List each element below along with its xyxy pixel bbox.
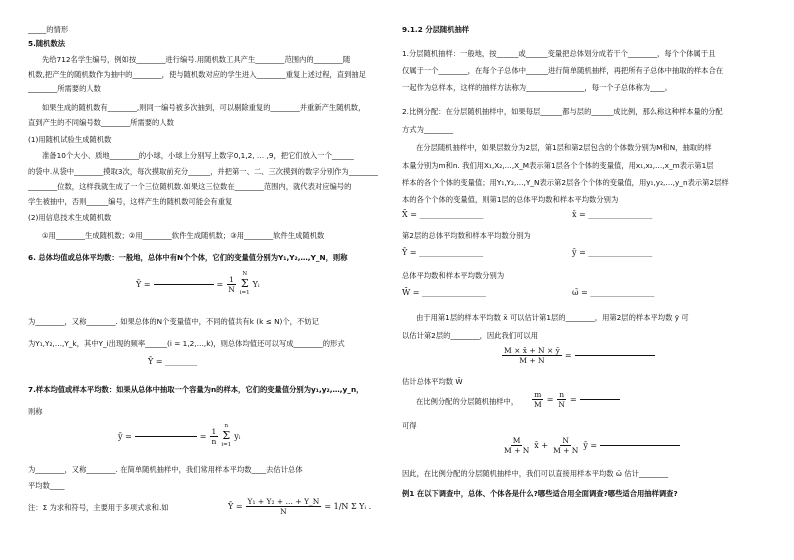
formula-ratio bbox=[532, 390, 620, 409]
text-line: 因此，在比例分配的分层随机抽样中，我们可以直接用样本平均数 ω̄ 估计________ bbox=[402, 469, 669, 478]
note-line: 注：Σ 为求和符号，主要用于多项式求和.如 bbox=[28, 503, 169, 512]
text-line: 在比例分配的分层随机抽样中， bbox=[416, 397, 519, 406]
text-line: 一起作为总样本，这样的抽样方法称为________________，每一个子总体称为____。 bbox=[402, 83, 672, 92]
formula-rhs: = 1/N Σ Yᵢ . bbox=[324, 502, 372, 511]
formula-text: Ȳ = ________________ bbox=[402, 248, 484, 257]
formula-note-example bbox=[228, 497, 371, 516]
section-heading: 5.随机数法 bbox=[28, 39, 66, 48]
denominator: M bbox=[534, 400, 542, 409]
text-line: 由于用第1层的样本平均数 x̄ 可以估计第1层的________，用第2层的样本平均数 ȳ 可 bbox=[416, 313, 689, 322]
formula-mix bbox=[502, 346, 655, 365]
formula-weighted-mean bbox=[148, 357, 197, 366]
text-line: 平均数____ bbox=[28, 481, 65, 490]
formula-text: x̄ = ________________ bbox=[572, 210, 653, 219]
formula-layer1-sample bbox=[572, 210, 652, 219]
text-line: 机数,把产生的随机数作为抽中的________，使与随机数对应的学生进入________重复上述过程，直到抽足 bbox=[28, 70, 366, 79]
formula-blank bbox=[600, 445, 680, 446]
text-line: 样本的各个个体的变量值；用Y₁,Y₂,…,Y_N表示第2层各个个体的变量值，用y₁,y₂,…,y_n表示第2层样 bbox=[402, 178, 729, 187]
text-line: 本量分别为m和n. 我们用X₁,X₂,…,X_M表示第1层各个个体的变量值，用x₁,x₂,…,x_m表示第1层 bbox=[402, 161, 714, 170]
formula-layer2-sample bbox=[572, 248, 652, 257]
text-line: 可得 bbox=[402, 421, 417, 430]
text-line: ________位数，这样我就生成了一个三位随机数.如果这三位数在________范围内，就代表对应编号的 bbox=[28, 182, 352, 191]
numerator: m bbox=[534, 390, 542, 399]
text-line: 第2层的总体平均数和样本平均数分别为 bbox=[402, 231, 531, 240]
formula-final bbox=[502, 436, 680, 455]
formula-text: ȳ = ________________ bbox=[572, 248, 653, 257]
text-line: 则称 bbox=[28, 407, 43, 416]
numerator: 1 bbox=[211, 426, 217, 436]
fraction bbox=[246, 497, 322, 516]
fraction bbox=[226, 275, 237, 294]
formula-term: x̄ + bbox=[534, 441, 549, 450]
text-line: 准备10个大小、质地________的小球，小球上分别写上数字0,1,2, … ,9，把它们放入一个______ bbox=[42, 151, 354, 160]
formula-layer2-pop bbox=[402, 248, 483, 257]
formula-lhs: Ȳ = bbox=[136, 279, 151, 289]
numerator: N bbox=[562, 436, 569, 445]
section-heading: 7.样本均值或样本平均数：如果从总体中抽取一个容量为n的样本，它们的变量值分别为y₁,y₂,…,y_n， bbox=[28, 385, 364, 394]
equals-sign: = bbox=[564, 351, 572, 360]
fraction bbox=[551, 436, 580, 455]
sum-upper: n bbox=[224, 423, 229, 429]
summand: Yᵢ bbox=[252, 279, 260, 289]
formula-layer1-pop bbox=[402, 210, 483, 219]
fraction bbox=[209, 427, 218, 446]
section-heading: 6. 总体均值或总体平均数：一般地，总体中有N个个体，它们的变量值分别为Y₁,Y₂,…,Y_N，则称 bbox=[28, 253, 348, 262]
formula-population-mean bbox=[136, 270, 260, 298]
denominator: N bbox=[558, 400, 565, 409]
formula-blank bbox=[154, 284, 214, 285]
denominator: M + N bbox=[553, 446, 579, 455]
sum-lower: i=1 bbox=[221, 442, 232, 448]
text-line: (1)用随机试验生成随机数 bbox=[28, 135, 112, 144]
example-line: 例1 在以下调查中，总体、个体各是什么?哪些适合用全面调查?哪些适合用抽样调查? bbox=[402, 489, 678, 498]
sigma-glyph: Σ bbox=[240, 277, 249, 290]
denominator: n bbox=[211, 436, 217, 446]
text-line: 1.分层随机抽样：一般地，按______或______变量把总体划分成若干个________，每个个体属于且 bbox=[402, 49, 716, 58]
text-line: 仅属于一个________，在每个子总体中______进行简单随机抽样，再把所有子总体中抽取的样本合在 bbox=[402, 66, 724, 75]
fraction bbox=[556, 390, 567, 409]
formula-total-pop bbox=[402, 288, 486, 297]
numerator: n bbox=[559, 390, 565, 399]
section-title: 9.1.2 分层随机抽样 bbox=[402, 25, 470, 34]
text-line: 为________，又称________. 在简单随机抽样中，我们常用样本平均数____去估计总体 bbox=[28, 465, 303, 474]
text-line: ________所需要的人数 bbox=[28, 84, 101, 93]
formula-total-sample bbox=[572, 288, 654, 297]
fraction bbox=[532, 390, 544, 409]
numerator: Y₁ + Y₂ + … + Y_N bbox=[247, 497, 320, 506]
text-line: 本的各个个体的变量值，则第1层的总体平均数和样本平均数分别为 bbox=[402, 195, 619, 204]
formula-text: W̄ = ________________ bbox=[402, 288, 487, 297]
formula-blank bbox=[580, 399, 620, 400]
text-line: 方式为________ bbox=[402, 125, 454, 134]
text-line: 总体平均数和样本平均数分别为 bbox=[402, 271, 505, 280]
equals-sign: = bbox=[546, 395, 554, 404]
formula-text: ω̄ = ________________ bbox=[572, 288, 655, 297]
formula-text: Ȳ = ________ bbox=[148, 357, 198, 366]
text-line: 学生被抽中，否则______编号，这样产生的随机数可能会有重复 bbox=[28, 197, 233, 206]
text-line: 直到产生的不同编号数________所需要的人数 bbox=[28, 118, 174, 127]
sigma-glyph: Σ bbox=[222, 429, 231, 442]
text-line: 如果生成的随机数有________,则同一编号被多次抽到，可以剔除重复的________并重新产生随机数， bbox=[42, 103, 366, 112]
numerator: M bbox=[512, 436, 521, 445]
text-line: 在分层随机抽样中，如果层数分为2层，第1层和第2层包含的个体数分别为M和N，抽取的样 bbox=[416, 143, 712, 152]
formula-term: ȳ = bbox=[583, 441, 598, 450]
fraction bbox=[502, 436, 531, 455]
formula-lhs: ȳ = bbox=[118, 431, 132, 441]
sum-symbol bbox=[240, 270, 250, 298]
text-line: _____的情形 bbox=[28, 25, 69, 34]
numerator: M × x̄ + N × ȳ bbox=[504, 346, 560, 355]
equals-sign: = bbox=[216, 279, 224, 289]
text-line: 估计总体平均数 W̄ bbox=[402, 377, 463, 386]
fraction bbox=[502, 346, 562, 365]
text-line: 的袋中.从袋中________摸取3次，每次摸取前充分______，并把第一、二、三次摸到的数字分别作为________ bbox=[28, 167, 378, 176]
text-line: ①用________生成随机数；②用________软件生成随机数；③用________软件生成随机数 bbox=[42, 231, 325, 240]
equals-sign: = bbox=[569, 395, 577, 404]
text-line: 2.比例分配：在分层随机抽样中，如果每层______都与层的______成比例，那么称这种样本量的分配 bbox=[402, 107, 723, 116]
denominator: M + N bbox=[504, 446, 530, 455]
formula-sample-mean bbox=[118, 422, 240, 450]
denominator: M + N bbox=[519, 356, 545, 365]
formula-text: X̄ = ________________ bbox=[402, 210, 484, 219]
text-line: 为Y₁,Y₂,…,Y_k，其中Y_i出现的频率______(i = 1,2,…,k)，则总体均值还可以写成________的形式 bbox=[28, 339, 345, 348]
text-line: (2)用信息技术生成随机数 bbox=[28, 213, 112, 222]
formula-blank bbox=[135, 436, 197, 437]
text-line: 以估计第2层的________，因此我们可以用 bbox=[402, 331, 538, 340]
numerator: 1 bbox=[229, 274, 234, 284]
denominator: N bbox=[228, 284, 235, 294]
sum-lower: i=1 bbox=[239, 290, 250, 296]
sum-upper: N bbox=[242, 271, 248, 277]
equals-sign: = bbox=[199, 431, 207, 441]
text-line: 为________，又称________. 如果总体的N个变量值中，不同的值共有k (k ≤ N)个，不妨记 bbox=[28, 317, 319, 326]
formula-lhs: Ȳ = bbox=[228, 502, 243, 511]
formula-blank bbox=[575, 355, 655, 356]
denominator: N bbox=[280, 507, 287, 516]
text-line: 先给712名学生编号，例如按________进行编号.用随机数工具产生________范围内的________随 bbox=[42, 55, 351, 64]
sum-symbol bbox=[221, 422, 231, 450]
summand: yᵢ bbox=[234, 431, 241, 441]
